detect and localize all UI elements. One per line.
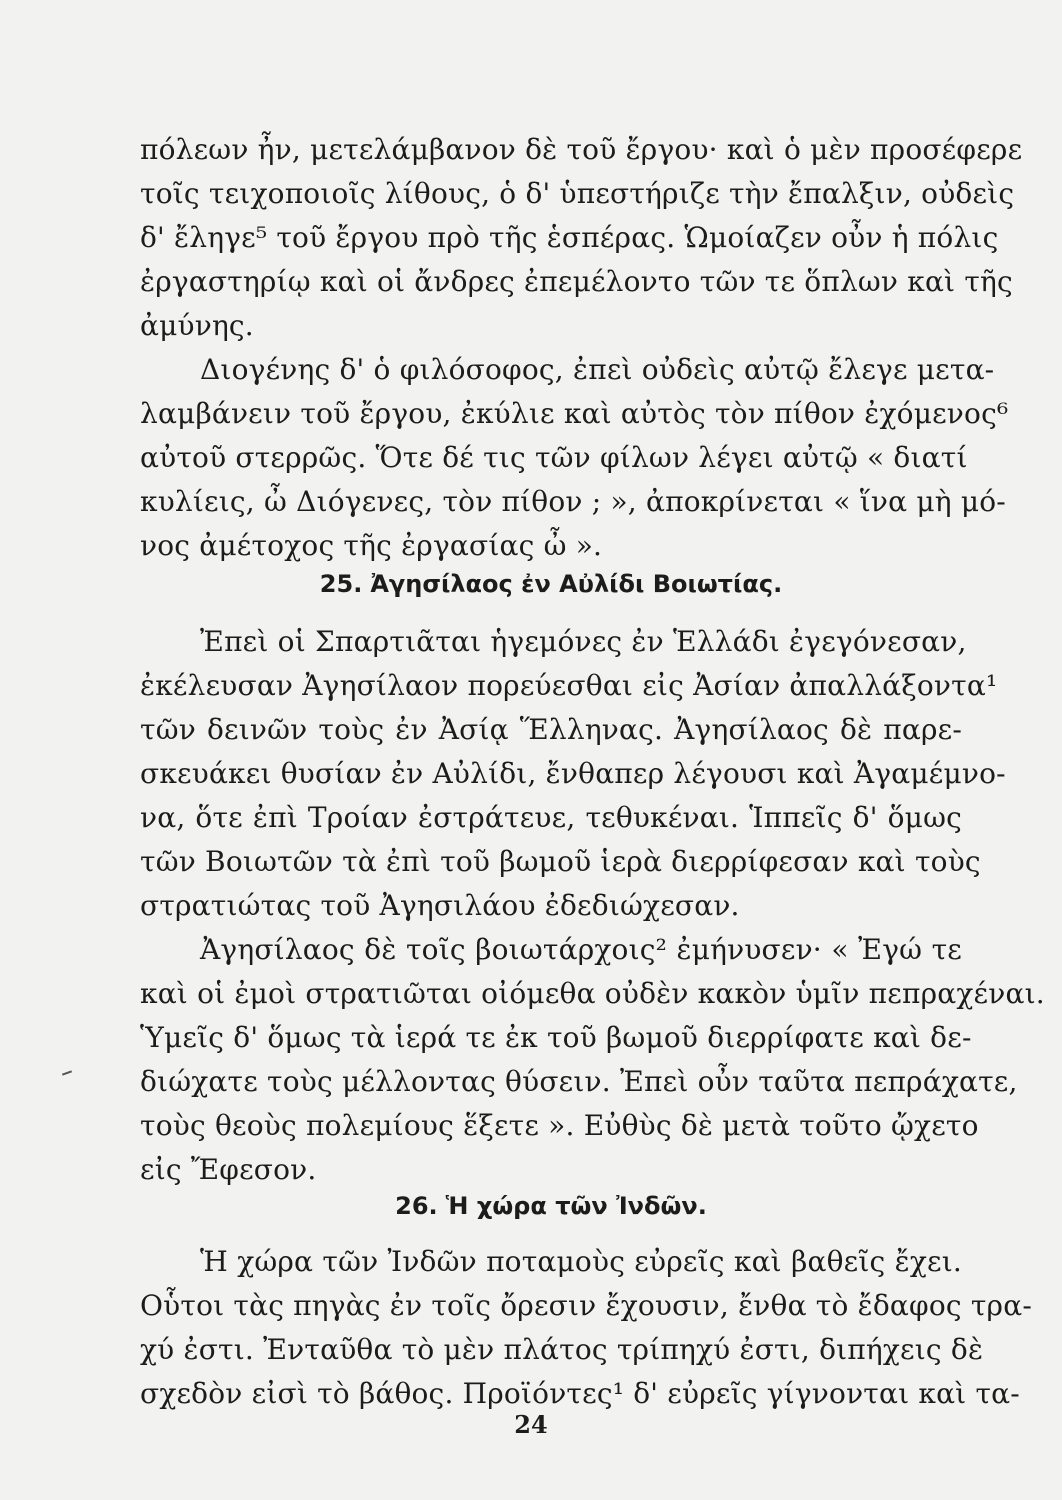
- text-line: νος ἀμέτοχος τῆς ἐργασίας ὦ ».: [140, 529, 603, 562]
- text-line: τῶν Βοιωτῶν τὰ ἐπὶ τοῦ βωμοῦ ἱερὰ διερρίφεσαν καὶ τοὺς: [140, 845, 981, 878]
- section-title: Ἀγησίλαος ἐν Αὐλίδι Βοιωτίας.: [370, 570, 783, 598]
- text-line: ἐκέλευσαν Ἀγησίλαον πορεύεσθαι εἰς Ἀσίαν ἀπαλλάξοντα¹: [140, 669, 998, 702]
- text-line: χύ ἐστι. Ἐνταῦθα τὸ μὲν πλάτος τρίπηχύ ἐστι, διπήχεις δὲ: [140, 1333, 984, 1366]
- text-line: Διογένης δ' ὁ φιλόσοφος, ἐπεὶ οὐδεὶς αὐτῷ ἔλεγε μετα-: [200, 353, 995, 386]
- text-line: Οὗτοι τὰς πηγὰς ἐν τοῖς ὄρεσιν ἔχουσιν, ἔνθα τὸ ἔδαφος τρα-: [140, 1289, 1032, 1322]
- text-line: ἐργαστηρίῳ καὶ οἱ ἄνδρες ἐπεμέλοντο τῶν τε ὅπλων καὶ τῆς: [140, 265, 1013, 298]
- text-line: Ὑμεῖς δ' ὅμως τὰ ἱερά τε ἐκ τοῦ βωμοῦ διερρίφατε καὶ δε-: [140, 1021, 972, 1054]
- text-line: τοῖς τειχοποιοῖς λίθους, ὁ δ' ὑπεστήριζε τὴν ἔπαλξιν, οὐδεὶς: [140, 177, 1015, 210]
- text-line: Ἐπεὶ οἱ Σπαρτιᾶται ἡγεμόνες ἐν Ἑλλάδι ἐγεγόνεσαν,: [200, 625, 967, 658]
- text-line: εἰς Ἔφεσον.: [140, 1153, 317, 1186]
- text-line: κυλίεις, ὦ Διόγενες, τὸν πίθον ; », ἀποκρίνεται « ἵνα μὴ μό-: [140, 485, 1006, 518]
- text-line: ἀμύνης.: [140, 309, 254, 342]
- section-title: Ἡ χώρα τῶν Ἰνδῶν.: [445, 1192, 707, 1220]
- section-heading: [140, 1188, 962, 1224]
- text-line: Ἡ χώρα τῶν Ἰνδῶν ποταμοὺς εὐρεῖς καὶ βαθεῖς ἔχει.: [200, 1245, 962, 1278]
- section-number: 26.: [395, 1192, 438, 1220]
- stray-mark-icon: [62, 1070, 72, 1075]
- text-line: λαμβάνειν τοῦ ἔργου, ἐκύλιε καὶ αὐτὸς τὸν πίθον ἐχόμενος⁶: [140, 397, 1009, 430]
- section-heading: [140, 566, 962, 602]
- text-line: καὶ οἱ ἐμοὶ στρατιῶται οἰόμεθα οὐδὲν κακὸν ὑμῖν πεπραχέναι.: [140, 977, 1045, 1010]
- text-line: δ' ἔληγε⁵ τοῦ ἔργου πρὸ τῆς ἑσπέρας. Ὡμοίαζεν οὖν ἡ πόλις: [140, 221, 999, 254]
- text-line: τῶν δεινῶν τοὺς ἐν Ἀσίᾳ Ἕλληνας. Ἀγησίλαος δὲ παρε-: [140, 713, 962, 746]
- text-line: τοὺς θεοὺς πολεμίους ἕξετε ». Εὐθὺς δὲ μετὰ τοῦτο ᾤχετο: [140, 1109, 979, 1142]
- text-line: διώχατε τοὺς μέλλοντας θύσειν. Ἐπεὶ οὖν ταῦτα πεπράχατε,: [140, 1065, 1018, 1098]
- text-line: πόλεων ἦν, μετελάμβανον δὲ τοῦ ἔργου· καὶ ὁ μὲν προσέφερε: [140, 133, 1023, 166]
- text-line: στρατιώτας τοῦ Ἀγησιλάου ἐδεδιώχεσαν.: [140, 889, 740, 922]
- text-line: να, ὅτε ἐπὶ Τροίαν ἐστράτευε, τεθυκέναι. Ἱππεῖς δ' ὅμως: [140, 801, 962, 834]
- text-line: σχεδὸν εἰσὶ τὸ βάθος. Προϊόντες¹ δ' εὐρεῖς γίγνονται καὶ τα-: [140, 1377, 1020, 1410]
- section-number: 25.: [319, 570, 363, 598]
- text-line: αὐτοῦ στερρῶς. Ὅτε δέ τις τῶν φίλων λέγει αὐτῷ « διατί: [140, 441, 968, 474]
- page-number: 24: [514, 1410, 548, 1439]
- text-line: Ἀγησίλαος δὲ τοῖς βοιωτάρχοις² ἐμήνυσεν· « Ἐγώ τε: [200, 933, 962, 966]
- text-line: σκευάκει θυσίαν ἐν Αὐλίδι, ἔνθαπερ λέγουσι καὶ Ἀγαμέμνο-: [140, 757, 1006, 790]
